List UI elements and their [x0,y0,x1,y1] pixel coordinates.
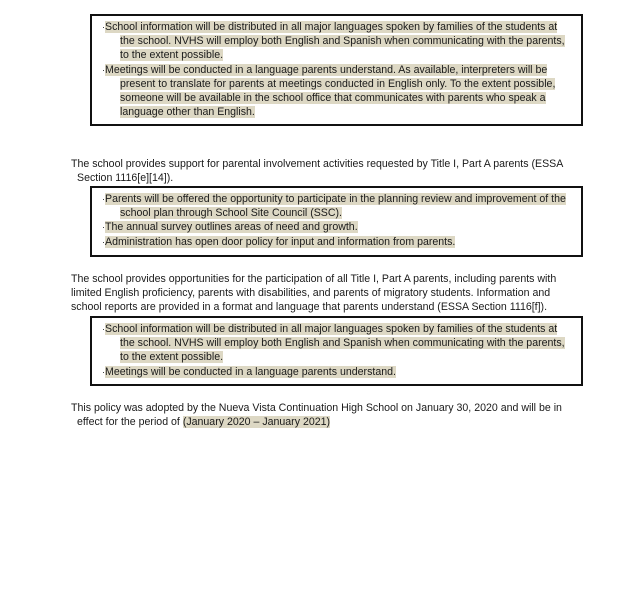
bullet-icon: · [102,222,105,233]
list-item: ·The annual survey outlines areas of need and growth. [102,221,358,234]
bullet-icon: · [102,236,105,247]
involvement-support-box [90,186,583,257]
paragraph-line: effect for the period of (January 2020 – January 2021) [77,416,331,429]
language-access-box [90,14,583,126]
bullet-icon: · [102,194,105,204]
list-item: ·Parents will be offered the opportunity to participate in the planning review and improvement of the school plan through School Site Council (SSC). [102,193,566,220]
bullet-icon: · [102,324,105,334]
paragraph-line: This policy was adopted by the Nueva Vista Continuation High School on January 30, 2020 and will be in [71,402,562,414]
policy-adoption-paragraph [71,401,571,429]
participation-paragraph: The school provides opportunities for the participation of all Title I, Part A parents, including parents with limited English proficiency, parents with disabilities, and parents of migratory students. Information and school reports are provided in a format and language that parents understand (ESSA Section 1116[f]). [71,273,557,314]
bullet-icon: · [102,64,105,75]
paragraph-line: Section 1116[e][14]). [77,172,174,185]
bullet-icon: · [102,22,105,32]
bullet-icon: · [102,366,105,377]
list-item: ·School information will be distributed in all major languages spoken by families of the students at the school. NVHS will employ both English and Spanish when communicating with the parents, to the extent possible. [102,323,565,364]
involvement-support-paragraph [71,157,571,185]
list-item: ·School information will be distributed in all major languages spoken by families of the students at the school. NVHS will employ both English and Spanish when communicating with the parents, to the extent possible. [102,21,565,62]
list-item: ·Meetings will be conducted in a language parents understand. As available, interpreters will be present to translate for parents at meetings conducted in English only. To the extent possible, someone will be available in the school office that communicates with parents who speak a language other than English. [102,63,556,119]
list-item: ·Administration has open door policy for input and information from parents. [102,235,456,248]
policy-period: (January 2020 – January 2021) [182,416,331,429]
paragraph-line: The school provides support for parental involvement activities requested by Title I, Part A parents (ESSA [71,158,564,170]
list-item: ·Meetings will be conducted in a language parents understand. [102,365,396,378]
participation-box [90,316,583,386]
